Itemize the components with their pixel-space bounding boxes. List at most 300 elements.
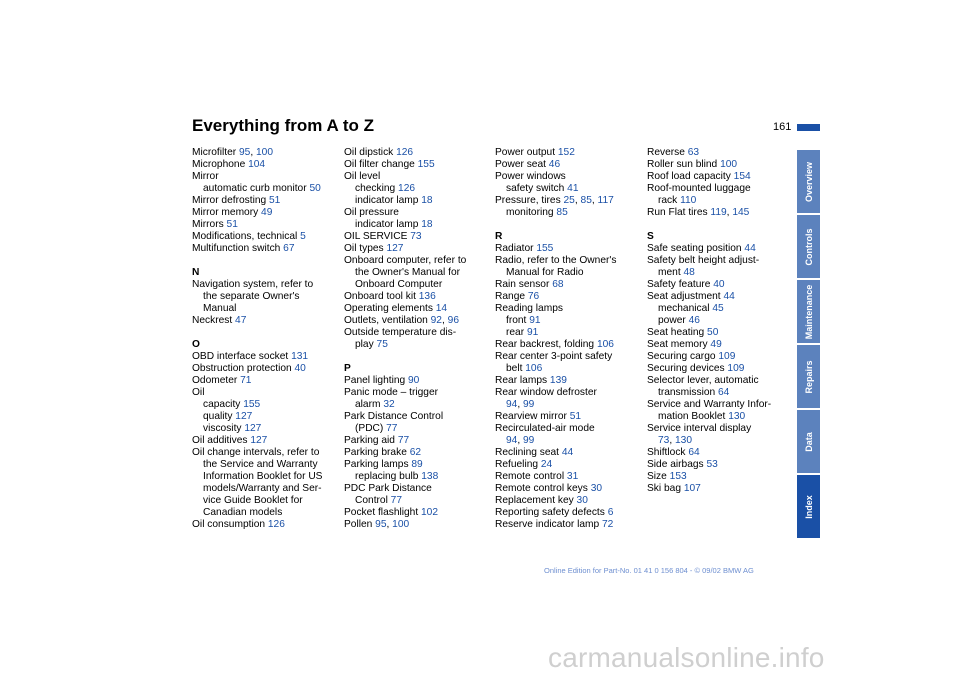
index-column-4 <box>647 147 795 495</box>
page-link[interactable]: 71 <box>240 375 252 386</box>
page-link[interactable]: 44 <box>723 291 735 302</box>
index-subentry <box>192 411 340 423</box>
index-term: checking <box>355 183 399 194</box>
page-link[interactable]: 95 <box>375 519 387 530</box>
index-term: vice Guide Booklet for <box>203 495 303 506</box>
index-term: Panel lighting <box>344 375 409 386</box>
index-entry <box>192 243 340 255</box>
index-entry <box>495 291 643 303</box>
index-subentry <box>344 423 492 435</box>
page-link[interactable]: 94 <box>506 435 518 446</box>
page-link[interactable]: 94 <box>506 399 518 410</box>
index-term: monitoring <box>506 207 557 218</box>
index-term: Refueling <box>495 459 541 470</box>
index-term: Reverse <box>647 147 688 158</box>
page-link[interactable]: 62 <box>409 447 422 458</box>
index-subentry <box>647 303 795 315</box>
index-subentry: 73, 130 <box>658 435 693 446</box>
index-subentry <box>647 387 795 399</box>
page-link[interactable]: 49 <box>710 339 722 350</box>
page-link[interactable]: 50 <box>707 327 719 338</box>
index-term: Reclining seat <box>495 447 562 458</box>
index-term: Seat adjustment <box>647 291 724 302</box>
footer-edition: Online Edition for Part-No. 01 41 0 156 804 - © 09/02 BMW AG <box>544 566 754 575</box>
index-term: Parking aid <box>344 435 398 446</box>
index-entry <box>495 159 643 171</box>
page-link[interactable]: 126 <box>267 519 285 530</box>
page-link[interactable]: 90 <box>408 375 420 386</box>
tab-index[interactable] <box>797 475 820 538</box>
page-link[interactable]: 107 <box>683 483 701 494</box>
index-letter-heading: S <box>647 231 654 242</box>
index-term: (PDC) <box>355 423 387 434</box>
index-term: Ski bag <box>647 483 684 494</box>
index-term: Reserve indicator lamp <box>495 519 603 530</box>
index-column-1 <box>192 147 340 531</box>
index-term: models/Warranty and Ser- <box>203 483 322 494</box>
page-link[interactable]: 48 <box>683 267 695 278</box>
page-link[interactable]: 100 <box>256 147 273 158</box>
index-entry <box>192 519 340 531</box>
index-entry <box>192 351 340 363</box>
index-entry <box>344 507 492 519</box>
index-term: indicator lamp <box>355 219 422 230</box>
index-entry <box>344 435 492 447</box>
index-term: rear <box>506 327 527 338</box>
index-term: Neckrest <box>192 315 236 326</box>
index-entry <box>192 219 340 231</box>
page-link[interactable]: 77 <box>397 435 410 446</box>
index-entry <box>495 339 643 351</box>
index-letter-heading: O <box>192 339 200 350</box>
index-letter-heading: N <box>192 267 200 278</box>
index-subentry <box>192 291 340 303</box>
page-link[interactable]: 76 <box>527 291 540 302</box>
tab-controls[interactable] <box>797 215 820 278</box>
index-subentry <box>647 315 795 327</box>
page-link[interactable]: 96 <box>447 315 459 326</box>
index-column-3 <box>495 147 643 531</box>
page-link[interactable]: 104 <box>248 159 266 170</box>
index-term: Range <box>495 291 528 302</box>
index-subentry <box>344 279 492 291</box>
index-entry: Pollen 95, 100 <box>344 519 410 530</box>
index-entry <box>647 459 795 471</box>
index-subentry <box>192 399 340 411</box>
index-term: Outlets, ventilation <box>344 315 431 326</box>
index-entry <box>647 279 795 291</box>
page-link[interactable]: 68 <box>552 279 564 290</box>
index-entry <box>495 447 643 459</box>
page-number: 161 <box>773 121 792 133</box>
index-entry <box>344 375 492 387</box>
index-term: Power output <box>495 147 558 158</box>
index-subentry <box>647 411 795 423</box>
page-link[interactable]: 46 <box>548 159 561 170</box>
index-entry <box>647 171 795 183</box>
page-link[interactable]: 130 <box>728 411 746 422</box>
page-link[interactable]: 30 <box>576 495 588 506</box>
index-term: Roller sun blind <box>647 159 721 170</box>
index-term: Navigation system, refer to <box>192 279 314 290</box>
index-entry <box>495 303 643 315</box>
index-term: safety switch <box>506 183 568 194</box>
page-link[interactable]: 18 <box>421 219 433 230</box>
page-link[interactable]: 153 <box>669 471 687 482</box>
index-column-2 <box>344 147 492 531</box>
page-link[interactable]: 50 <box>309 183 321 194</box>
index-entry <box>647 291 795 303</box>
page-link[interactable]: 72 <box>602 519 614 530</box>
page-link[interactable]: 51 <box>569 411 582 422</box>
index-term: Service interval display <box>647 423 752 434</box>
page-link[interactable]: 127 <box>244 423 262 434</box>
index-term: Side airbags <box>647 459 707 470</box>
index-entry <box>495 375 643 387</box>
page-link[interactable]: 5 <box>300 231 306 242</box>
page-link[interactable]: 136 <box>418 291 436 302</box>
index-term: Mirror memory <box>192 207 262 218</box>
index-term: Manual <box>203 303 237 314</box>
index-entry <box>647 339 795 351</box>
page-link[interactable]: 44 <box>561 447 574 458</box>
index-subentry <box>344 471 492 483</box>
page-link[interactable]: 92 <box>430 315 442 326</box>
page-link[interactable]: 106 <box>525 363 543 374</box>
tab-label: Maintenance <box>803 284 814 339</box>
index-term: Control <box>355 495 391 506</box>
tab-maintenance[interactable] <box>797 280 820 343</box>
index-entry <box>192 363 340 375</box>
index-entry <box>495 495 643 507</box>
index-term: Radiator <box>495 243 537 254</box>
page-link[interactable]: 77 <box>390 495 403 506</box>
index-subentry <box>344 399 492 411</box>
index-subentry <box>344 339 492 351</box>
page-link[interactable]: 85 <box>556 207 568 218</box>
index-entry <box>495 471 643 483</box>
index-entry: Microfilter 95, 100 <box>192 147 273 158</box>
page-link[interactable]: 127 <box>250 435 268 446</box>
page-link[interactable]: 110 <box>680 195 697 206</box>
index-term: automatic curb monitor <box>203 183 310 194</box>
page-link[interactable]: 24 <box>540 459 553 470</box>
page-link[interactable]: 152 <box>557 147 575 158</box>
page-link[interactable]: 64 <box>718 387 730 398</box>
index-term: Mirror defrosting <box>192 195 269 206</box>
index-term: Selector lever, automatic <box>647 375 759 386</box>
index-term: Rearview mirror <box>495 411 570 422</box>
index-entry <box>344 231 492 243</box>
index-term: the Service and Warranty <box>203 459 318 470</box>
index-entry <box>495 243 643 255</box>
index-entry <box>344 159 492 171</box>
index-entry <box>344 303 492 315</box>
tab-data[interactable] <box>797 410 820 473</box>
page-link[interactable]: 25 <box>563 195 575 206</box>
page-link[interactable]: 49 <box>261 207 273 218</box>
index-entry <box>495 351 643 363</box>
index-entry <box>647 327 795 339</box>
index-term: Recirculated-air mode <box>495 423 595 434</box>
page-link[interactable]: 85 <box>580 195 592 206</box>
index-term: capacity <box>203 399 244 410</box>
page-link[interactable]: 46 <box>688 315 700 326</box>
index-term: Rear window defroster <box>495 387 597 398</box>
index-subentry <box>192 471 340 483</box>
index-term: Multifunction switch <box>192 243 284 254</box>
index-entry <box>495 255 643 267</box>
page-link[interactable]: 117 <box>597 195 614 206</box>
index-entry <box>192 171 340 183</box>
index-entry <box>647 351 795 363</box>
index-term: Safety belt height adjust- <box>647 255 760 266</box>
index-entry <box>192 315 340 327</box>
index-subentry <box>192 303 340 315</box>
index-term: ment <box>658 267 684 278</box>
index-term: front <box>506 315 530 326</box>
index-letter-heading: P <box>344 363 351 374</box>
page-link[interactable]: 32 <box>383 399 395 410</box>
page-link[interactable]: 89 <box>411 459 423 470</box>
index-term: viscosity <box>203 423 245 434</box>
page-link[interactable]: 67 <box>283 243 295 254</box>
index-entry <box>344 327 492 339</box>
index-entry: Run Flat tires 119, 145 <box>647 207 750 218</box>
page-link[interactable]: 99 <box>523 399 535 410</box>
index-entry <box>192 447 340 459</box>
index-entry <box>647 159 795 171</box>
index-term: Onboard tool kit <box>344 291 419 302</box>
index-entry <box>192 387 340 399</box>
index-term: Oil level <box>344 171 381 182</box>
index-term: Canadian models <box>203 507 283 518</box>
page-link[interactable]: 91 <box>529 315 541 326</box>
page-link[interactable]: 73 <box>410 231 422 242</box>
index-entry <box>344 171 492 183</box>
page-link[interactable]: 127 <box>235 411 253 422</box>
index-term: alarm <box>355 399 384 410</box>
index-entry <box>495 507 643 519</box>
index-term: Manual for Radio <box>506 267 584 278</box>
page-link[interactable]: 51 <box>269 195 281 206</box>
index-term: Remote control keys <box>495 483 591 494</box>
index-term: Pressure, tires <box>495 195 564 206</box>
page-link[interactable]: 41 <box>567 183 579 194</box>
index-term: indicator lamp <box>355 195 422 206</box>
tab-overview[interactable] <box>797 150 820 213</box>
index-entry <box>192 207 340 219</box>
page-link[interactable]: 18 <box>421 195 433 206</box>
section-tabs <box>797 150 820 540</box>
page-link[interactable]: 109 <box>727 363 745 374</box>
page-link[interactable]: 106 <box>596 339 614 350</box>
index-entry <box>647 471 795 483</box>
index-entry <box>647 399 795 411</box>
index-entry <box>344 447 492 459</box>
index-term: Reporting safety defects <box>495 507 608 518</box>
index-entry <box>344 255 492 267</box>
index-entry <box>344 207 492 219</box>
index-subentry <box>344 183 492 195</box>
page-link[interactable]: 131 <box>291 351 309 362</box>
index-entry <box>192 279 340 291</box>
index-entry <box>647 363 795 375</box>
page-link[interactable]: 40 <box>713 279 725 290</box>
index-entry <box>192 435 340 447</box>
index-entry <box>647 255 795 267</box>
index-entry <box>344 291 492 303</box>
index-term: power <box>658 315 689 326</box>
index-entry <box>647 183 795 195</box>
tab-label: Index <box>803 494 814 519</box>
page-link[interactable]: 53 <box>706 459 718 470</box>
index-subentry <box>495 363 643 375</box>
tab-label: Controls <box>803 228 814 265</box>
index-term: Safe seating position <box>647 243 745 254</box>
page-link[interactable]: 139 <box>549 375 567 386</box>
page-link[interactable]: 126 <box>398 183 416 194</box>
page-link[interactable]: 63 <box>687 147 700 158</box>
index-entry <box>647 423 795 435</box>
index-term: Rear backrest, folding <box>495 339 597 350</box>
page-link[interactable]: 75 <box>376 339 388 350</box>
index-term: Securing cargo <box>647 351 719 362</box>
page-link[interactable]: 30 <box>590 483 603 494</box>
page-link[interactable]: 127 <box>386 243 404 254</box>
index-term: Oil types <box>344 243 387 254</box>
page-link[interactable]: 119 <box>710 207 727 218</box>
index-term: belt <box>506 363 526 374</box>
index-term: Run Flat tires <box>647 207 711 218</box>
page-link[interactable]: 130 <box>675 435 693 446</box>
index-entry: Outlets, ventilation 92, 96 <box>344 315 459 326</box>
page-link[interactable]: 99 <box>523 435 535 446</box>
page-link[interactable]: 14 <box>435 303 448 314</box>
page-link[interactable]: 40 <box>294 363 306 374</box>
index-term: Outside temperature dis- <box>344 327 457 338</box>
index-subentry <box>495 327 643 339</box>
index-term: rack <box>658 195 681 206</box>
page-link[interactable]: 102 <box>421 507 439 518</box>
index-subentry: 94, 99 <box>506 399 535 410</box>
index-entry <box>495 279 643 291</box>
index-subentry <box>192 495 340 507</box>
page-link[interactable]: 126 <box>396 147 414 158</box>
index-term: Onboard Computer <box>355 279 443 290</box>
index-term: Parking lamps <box>344 459 412 470</box>
index-term: Power windows <box>495 171 566 182</box>
page-link[interactable]: 31 <box>566 471 579 482</box>
index-term: Modifications, technical <box>192 231 301 242</box>
index-term: Service and Warranty Infor- <box>647 399 772 410</box>
index-term: Onboard computer, refer to <box>344 255 467 266</box>
index-entry <box>495 483 643 495</box>
tab-repairs[interactable] <box>797 345 820 408</box>
index-term: Roof-mounted luggage <box>647 183 751 194</box>
page-link[interactable]: 47 <box>235 315 247 326</box>
page-link[interactable]: 6 <box>607 507 614 518</box>
index-term: the Owner's Manual for <box>355 267 460 278</box>
page-link[interactable]: 155 <box>243 399 261 410</box>
index-entry <box>192 195 340 207</box>
index-subentry <box>192 459 340 471</box>
index-term: Rear lamps <box>495 375 550 386</box>
index-term: Oil pressure <box>344 207 399 218</box>
index-term: OBD interface socket <box>192 351 292 362</box>
index-subentry <box>192 423 340 435</box>
page-link[interactable]: 95 <box>238 147 251 158</box>
index-term: quality <box>203 411 236 422</box>
page-link[interactable]: 64 <box>688 447 700 458</box>
index-subentry <box>647 195 795 207</box>
index-term: Oil consumption <box>192 519 268 530</box>
index-entry <box>647 147 795 159</box>
tab-label: Overview <box>803 161 814 202</box>
index-term: Operating elements <box>344 303 436 314</box>
page-link[interactable]: 155 <box>536 243 554 254</box>
page-link[interactable]: 45 <box>712 303 724 314</box>
index-term: the separate Owner's <box>203 291 300 302</box>
index-term: Pocket flashlight <box>344 507 422 518</box>
index-subentry <box>344 219 492 231</box>
index-term: Mirror <box>192 171 219 182</box>
index-term: transmission <box>658 387 719 398</box>
page-link[interactable]: 109 <box>718 351 736 362</box>
index-term: Rain sensor <box>495 279 553 290</box>
index-term: Roof load capacity <box>647 171 734 182</box>
page-link[interactable]: 145 <box>732 207 750 218</box>
index-subentry <box>344 195 492 207</box>
index-entry <box>344 411 492 423</box>
index-term: Seat memory <box>647 339 711 350</box>
page-link[interactable]: 100 <box>392 519 410 530</box>
page-link[interactable]: 51 <box>226 219 238 230</box>
page-link[interactable]: 154 <box>733 171 751 182</box>
index-subentry <box>192 483 340 495</box>
page-link[interactable]: 100 <box>720 159 738 170</box>
index-term: Oil dipstick <box>344 147 397 158</box>
page-link[interactable]: 91 <box>526 327 539 338</box>
page-link[interactable]: 77 <box>386 423 398 434</box>
index-term: Rear center 3-point safety <box>495 351 613 362</box>
index-subentry <box>647 267 795 279</box>
page-link[interactable]: 44 <box>744 243 756 254</box>
watermark: carmanualsonline.info <box>548 642 825 673</box>
index-term: Obstruction protection <box>192 363 295 374</box>
index-entry <box>344 459 492 471</box>
index-term: Power seat <box>495 159 549 170</box>
page-link[interactable]: 73 <box>658 435 670 446</box>
index-entry <box>495 423 643 435</box>
index-entry <box>495 171 643 183</box>
index-term: Seat heating <box>647 327 708 338</box>
tab-label: Data <box>803 431 814 452</box>
index-term: PDC Park Distance <box>344 483 432 494</box>
index-term: Remote control <box>495 471 567 482</box>
index-term: Parking brake <box>344 447 410 458</box>
index-term: Panic mode – trigger <box>344 387 439 398</box>
index-entry <box>192 231 340 243</box>
index-entry <box>495 519 643 531</box>
page-link[interactable]: 155 <box>417 159 435 170</box>
page-number-bar <box>797 124 820 131</box>
index-term: Size <box>647 471 670 482</box>
index-letter-heading: R <box>495 231 503 242</box>
index-subentry <box>344 495 492 507</box>
index-entry <box>344 243 492 255</box>
page-link[interactable]: 138 <box>421 471 439 482</box>
